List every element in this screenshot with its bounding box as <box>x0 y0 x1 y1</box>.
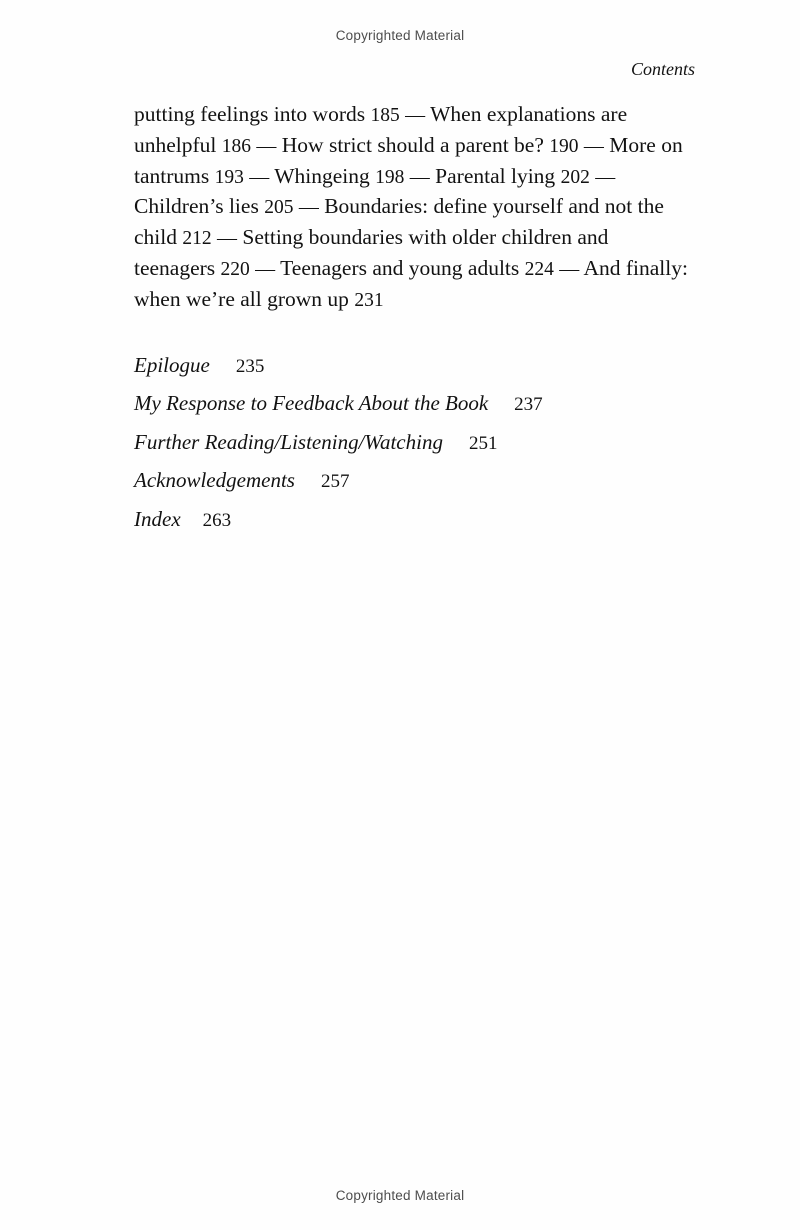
chapter-subsection-stream <box>134 100 690 316</box>
subsection-page-7: 212 <box>182 228 212 250</box>
entry-page-number: 251 <box>468 432 498 454</box>
subsection-page-8: 220 <box>220 258 250 280</box>
entry-title: My Response to Feedback About the Book <box>134 391 489 416</box>
entry-title: Further Reading/Listening/Watching <box>134 429 443 454</box>
subsection-page-2: 190 <box>549 135 579 157</box>
subsection-label-10: And finally: when we’re all grown up <box>134 255 688 311</box>
entry-separator-0: — <box>405 104 426 126</box>
subsection-label-6: Children’s lies <box>134 194 259 219</box>
subsection-label-1: When explanations are unhelpful <box>134 102 628 157</box>
contents-entry-index[interactable] <box>134 501 696 540</box>
subsection-label-4: Whingeing <box>274 163 370 188</box>
subsection-page-1: 186 <box>221 135 252 157</box>
entry-separator-7: — <box>217 227 237 250</box>
subsection-page-10: 231 <box>354 289 384 311</box>
contents-entry-epilogue[interactable] <box>134 347 696 386</box>
subsection-label-5: Parental lying <box>435 163 556 188</box>
entry-separator-6: — <box>298 196 319 219</box>
subsection-page-0: 185 <box>370 105 400 126</box>
entry-page-number: 235 <box>235 355 265 377</box>
copyright-watermark-top: Copyrighted Material <box>335 28 465 43</box>
entry-separator-5: — <box>595 165 616 188</box>
entry-separator-4: — <box>409 165 430 188</box>
subsection-label-0: putting feelings into words <box>134 102 366 126</box>
entry-separator-9: — <box>559 257 580 280</box>
entry-separator-3: — <box>249 165 270 188</box>
entry-separator-1: — <box>256 134 277 157</box>
subsection-label-9: Teenagers and young adults <box>280 255 520 280</box>
subsection-label-2: How strict should a parent be? <box>281 132 544 157</box>
subsection-page-5: 202 <box>560 166 590 188</box>
subsection-label-7: Boundaries: define yourself and not the child <box>134 194 664 250</box>
entry-separator-8: — <box>255 257 276 280</box>
contents-entry-my-response-to-feedback[interactable] <box>134 385 696 424</box>
entry-page-number: 257 <box>320 471 350 493</box>
entry-title: Acknowledgements <box>134 468 295 493</box>
running-head-contents: Contents <box>630 59 695 79</box>
subsection-page-4: 198 <box>375 166 405 188</box>
subsection-page-3: 193 <box>214 166 244 188</box>
subsection-label-3: More on tantrums <box>134 132 683 188</box>
subsection-page-6: 205 <box>264 197 294 219</box>
subsection-page-9: 224 <box>524 258 554 280</box>
entry-page-number: 237 <box>514 394 543 416</box>
entry-title: Index <box>134 506 181 531</box>
entry-separator-2: — <box>583 134 604 157</box>
entry-title: Epilogue <box>134 352 210 377</box>
back-matter-entry-list <box>134 347 696 540</box>
contents-body <box>134 100 696 539</box>
entry-page-number: 263 <box>202 509 232 531</box>
contents-entry-further-reading[interactable] <box>134 424 696 463</box>
contents-entry-acknowledgements[interactable] <box>134 462 696 501</box>
copyright-watermark-bottom: Copyrighted Material <box>335 1188 465 1203</box>
subsection-label-8: Setting boundaries with older children and teenagers <box>134 225 609 280</box>
